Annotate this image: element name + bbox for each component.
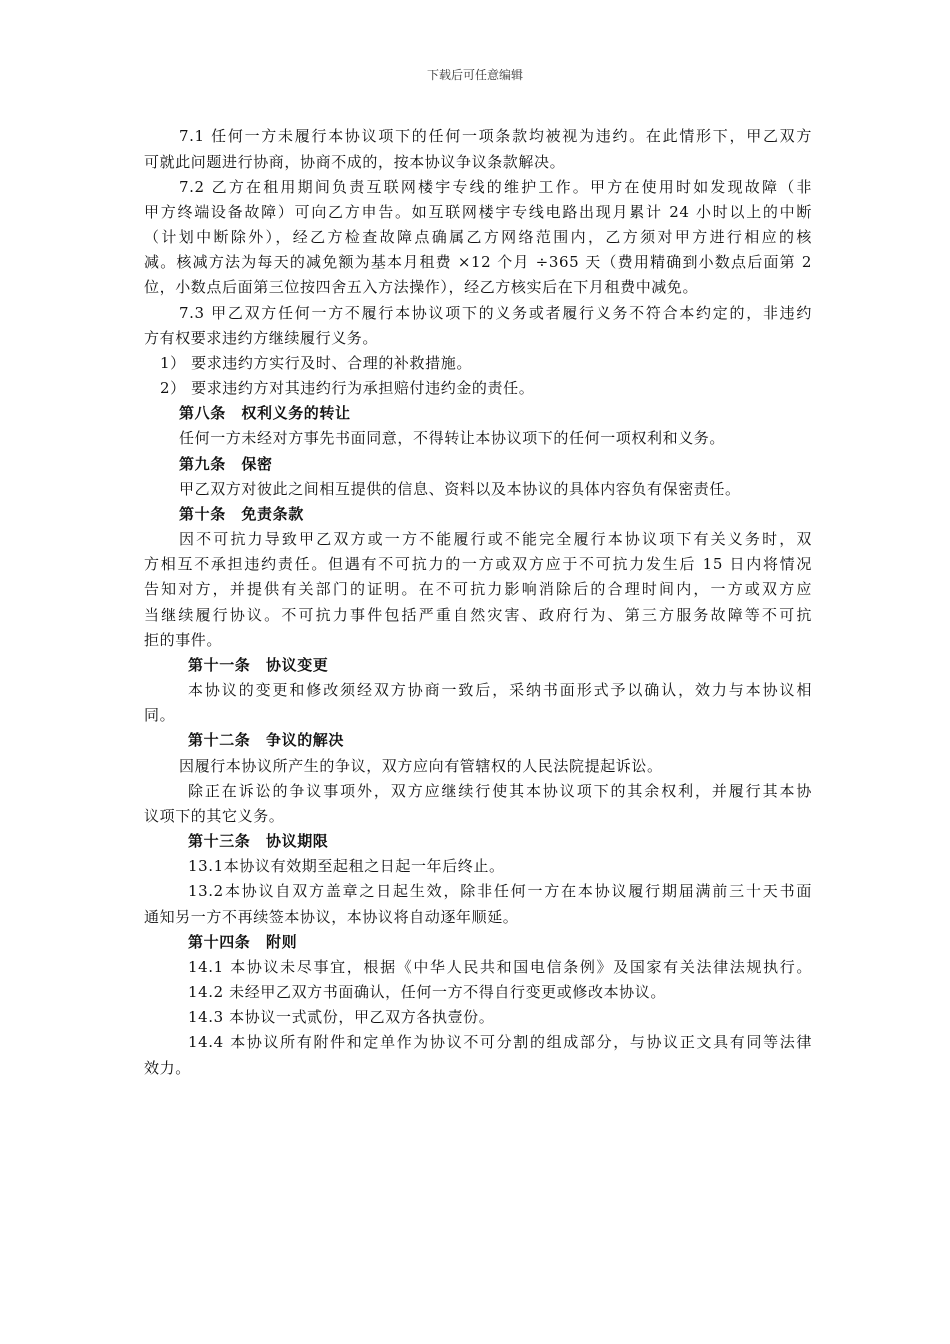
text-line: 7.1 任何一方未履行本协议项下的任何一项条款均被视为违约。在此情形下，甲乙双方	[179, 127, 812, 145]
text-line: 同。	[144, 706, 176, 724]
text-line: 可就此问题进行协商，协商不成的，按本协议争议条款解决。	[144, 153, 566, 171]
section-heading: 第九条 保密	[179, 455, 273, 473]
section-heading: 第十一条 协议变更	[188, 656, 329, 674]
text-line: 方有权要求违约方继续履行义务。	[144, 329, 379, 347]
text-line: 14.3 本协议一式贰份，甲乙双方各执壹份。	[188, 1008, 495, 1026]
text-line: 当继续履行协议。不可抗力事件包括严重自然灾害、政府行为、第三方服务故障等不可抗	[144, 606, 812, 624]
text-line: 7.2 乙方在租用期间负责互联网楼宇专线的维护工作。甲方在使用时如发现故障（非	[179, 178, 812, 196]
section-heading: 第十三条 协议期限	[188, 832, 329, 850]
page-header: 下载后可任意编辑	[426, 68, 523, 82]
text-line: 因履行本协议所产生的争议，双方应向有管辖权的人民法院提起诉讼。	[179, 757, 663, 775]
text-line: 13.1本协议有效期至起租之日起一年后终止。	[188, 857, 505, 875]
text-line: 拒的事件。	[144, 631, 223, 649]
text-line: 位，小数点后面第三位按四舍五入方法操作），经乙方核实后在下月租费中减免。	[144, 278, 699, 296]
text-line: 7.3 甲乙双方任何一方不履行本协议项下的义务或者履行义务不符合本约定的，非违约	[179, 304, 812, 322]
text-line: 方相互不承担违约责任。但遇有不可抗力的一方或双方应于不可抗力发生后 15 日内将情况	[144, 555, 812, 573]
text-line: 本协议的变更和修改须经双方协商一致后，采纳书面形式予以确认，效力与本协议相	[188, 681, 812, 699]
section-heading: 第八条 权利义务的转让	[179, 404, 351, 422]
text-line: 14.4 本协议所有附件和定单作为协议不可分割的组成部分，与协议正文具有同等法律	[188, 1033, 812, 1051]
text-line: 甲乙双方对彼此之间相互提供的信息、资料以及本协议的具体内容负有保密责任。	[179, 480, 741, 498]
text-line: 通知另一方不再续签本协议，本协议将自动逐年顺延。	[144, 908, 519, 926]
text-line: 13.2本协议自双方盖章之日起生效，除非任何一方在本协议履行期届满前三十天书面	[188, 882, 812, 900]
text-line: （计划中断除外），经乙方检查故障点确属乙方网络范围内，乙方须对甲方进行相应的核	[144, 228, 812, 246]
text-line: 14.1 本协议未尽事宜，根据《中华人民共和国电信条例》及国家有关法律法规执行。	[188, 958, 812, 976]
text-line: 议项下的其它义务。	[144, 807, 285, 825]
text-line: 减。核减方法为每天的减免额为基本月租费 ×12 个月 ÷365 天（费用精确到小数点后面第 2	[144, 253, 812, 271]
section-heading: 第十条 免责条款	[179, 505, 304, 523]
list-item: 2） 要求违约方对其违约行为承担赔付违约金的责任。	[160, 379, 535, 397]
section-heading: 第十四条 附则	[188, 933, 298, 951]
text-line: 甲方终端设备故障）可向乙方申告。如互联网楼宇专线电路出现月累计 24 小时以上的中断	[144, 203, 812, 221]
section-heading: 第十二条 争议的解决	[188, 731, 345, 749]
text-line: 告知对方，并提供有关部门的证明。在不可抗力影响消除后的合理时间内，一方或双方应	[144, 580, 812, 598]
text-line: 因不可抗力导致甲乙双方或一方不能履行或不能完全履行本协议项下有关义务时，双	[179, 530, 812, 548]
text-line: 任何一方未经对方事先书面同意，不得转让本协议项下的任何一项权利和义务。	[179, 429, 726, 447]
list-item: 1） 要求违约方实行及时、合理的补救措施。	[160, 354, 472, 372]
text-line: 效力。	[144, 1059, 191, 1077]
text-line: 14.2 未经甲乙双方书面确认，任何一方不得自行变更或修改本协议。	[188, 983, 666, 1001]
text-line: 除正在诉讼的争议事项外，双方应继续行使其本协议项下的其余权利，并履行其本协	[188, 782, 812, 800]
